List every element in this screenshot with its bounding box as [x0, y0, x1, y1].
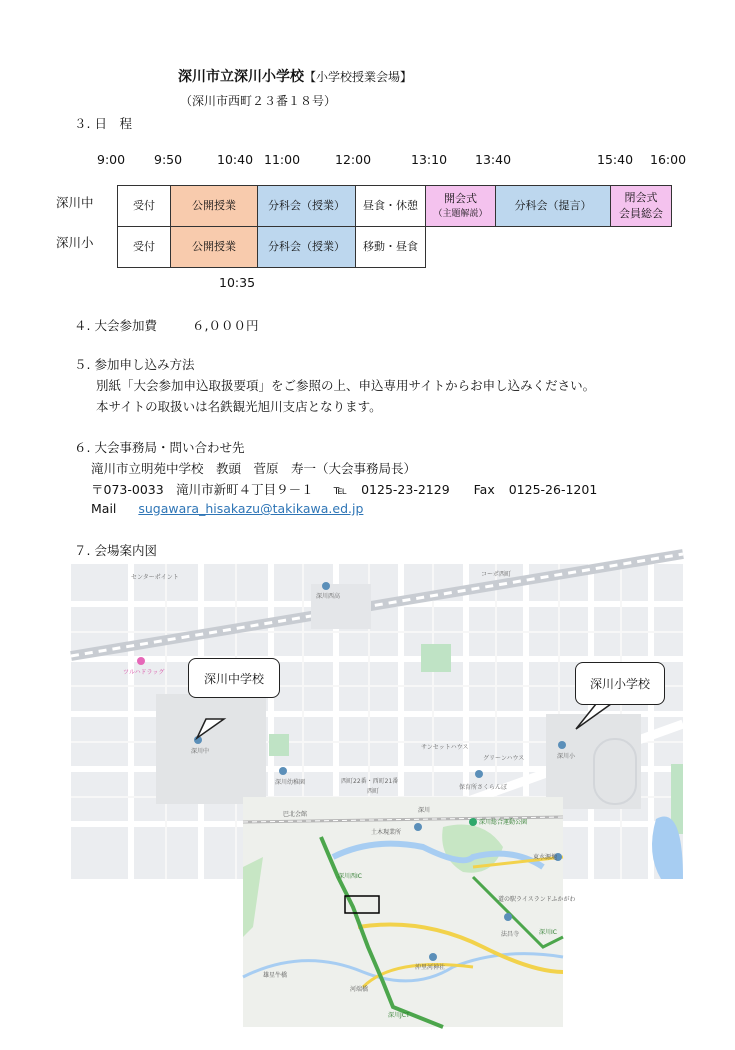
schedule-table-elementary	[117, 226, 426, 268]
tel-label: ℡	[333, 482, 348, 497]
schedule-cell: 移動・昼食	[356, 227, 426, 268]
school-title	[178, 66, 412, 86]
time-label-below: 10:35	[219, 275, 256, 290]
schedule-cell: 昼食・休憩	[356, 186, 426, 227]
map-label: 道の駅ライスランドふかがわ	[498, 896, 576, 903]
map-label: 河端橋	[350, 986, 369, 993]
map-label: 西町	[367, 788, 380, 795]
row-label-elementary: 深川小	[56, 235, 94, 250]
tel-number: 0125-23-2129	[361, 482, 450, 497]
schedule-cell-closing	[611, 186, 672, 227]
time-label: 15:40	[597, 152, 634, 167]
map-label: サンセットハウス	[421, 744, 469, 751]
schedule-cell-opening	[426, 186, 496, 227]
map-label: 深川中	[191, 748, 210, 755]
schedule-table-junior-high	[117, 185, 672, 227]
school-name: 深川市立深川小学校	[178, 69, 304, 85]
overview-map[interactable]	[243, 797, 576, 1027]
opening-ceremony-sub: （主題解説）	[433, 208, 488, 219]
time-label: 13:40	[475, 152, 512, 167]
map-label: 深川西IC	[338, 873, 362, 880]
apply-line-1: 別紙「大会参加申込取扱要項」をご参照の上、申込専用サイトからお申し込みください。	[96, 378, 596, 393]
schedule-cell: 分科会（提言）	[496, 186, 611, 227]
map-label: センターポイント	[131, 574, 179, 581]
office-heading: ６. 大会事務局・問い合わせ先	[74, 440, 245, 455]
map-label: 深川総合運動公園	[479, 819, 528, 826]
callout-elementary: 深川小学校	[575, 662, 665, 705]
map-label: ツルハドラッグ	[123, 669, 165, 676]
mail-label: Mail	[91, 501, 117, 516]
venue-note: 【小学校授業会場】	[304, 70, 413, 84]
office-contact: 滝川市立明苑中学校 教頭 菅原 寿一（大会事務局長）	[91, 461, 417, 476]
map-label: 深川小	[557, 753, 576, 760]
opening-ceremony-label: 開会式	[444, 192, 477, 205]
map-label: 深川	[418, 807, 431, 814]
closing-ceremony-sub: 会員総会	[619, 207, 663, 220]
office-mail-line	[91, 501, 363, 516]
map-label: 深川JCT	[388, 1012, 410, 1019]
time-label: 12:00	[335, 152, 372, 167]
callout-junior-high: 深川中学校	[188, 658, 280, 698]
apply-heading: ５. 参加申し込み方法	[74, 357, 195, 372]
fax-number: 0125-26-1201	[508, 482, 598, 497]
map-label: 雄星牛橋	[263, 972, 288, 979]
map-label: 東水源地	[533, 854, 558, 861]
schedule-cell: 公開授業	[171, 227, 258, 268]
map-label: 深川西高	[316, 593, 341, 600]
map-label: グリーンハウス	[483, 755, 525, 762]
fax-label: Fax	[473, 482, 495, 497]
time-label: 10:40	[217, 152, 254, 167]
map-label: コーポ西町	[481, 571, 512, 578]
schedule-cell: 公開授業	[171, 186, 258, 227]
time-label: 13:10	[411, 152, 448, 167]
office-address-line	[91, 480, 597, 498]
fee-heading: ４. 大会参加費	[74, 318, 157, 333]
map-label: 土木現業所	[371, 829, 402, 836]
schedule-cell: 分科会（授業）	[258, 186, 356, 227]
schedule-cell: 受付	[118, 186, 171, 227]
apply-line-2: 本サイトの取扱いは名鉄観光旭川支店となります。	[96, 399, 382, 414]
map-label: 保育所さくらんぼ	[459, 784, 508, 791]
closing-ceremony-label: 閉会式	[624, 190, 658, 204]
schedule-cell: 受付	[118, 227, 171, 268]
map-heading: ７. 会場案内図	[74, 543, 157, 558]
map-label: 深川IC	[539, 929, 557, 936]
row-label-junior-high: 深川中	[56, 195, 94, 210]
time-label: 16:00	[650, 152, 687, 167]
map-label: 巴北会館	[283, 811, 308, 818]
map-label: 西町22番・西町21番	[341, 778, 399, 785]
time-label: 9:00	[97, 152, 126, 167]
postal-address: 〒073-0033 滝川市新町４丁目９－１	[91, 482, 314, 497]
school-address: （深川市西町２３番１８号）	[180, 94, 337, 108]
time-label: 11:00	[264, 152, 301, 167]
fee-amount: ６,０００円	[192, 318, 259, 333]
map-label: 深川幼稚園	[275, 779, 306, 786]
schedule-heading: ３. 日 程	[74, 116, 132, 131]
schedule-cell: 分科会（授業）	[258, 227, 356, 268]
overview-map-svg	[243, 797, 563, 1027]
mail-link[interactable]: sugawara_hisakazu@takikawa.ed.jp	[138, 501, 364, 516]
time-label: 9:50	[154, 152, 183, 167]
map-label: 法昌寺	[501, 931, 520, 938]
map-label: 沖里河神社	[415, 964, 446, 971]
